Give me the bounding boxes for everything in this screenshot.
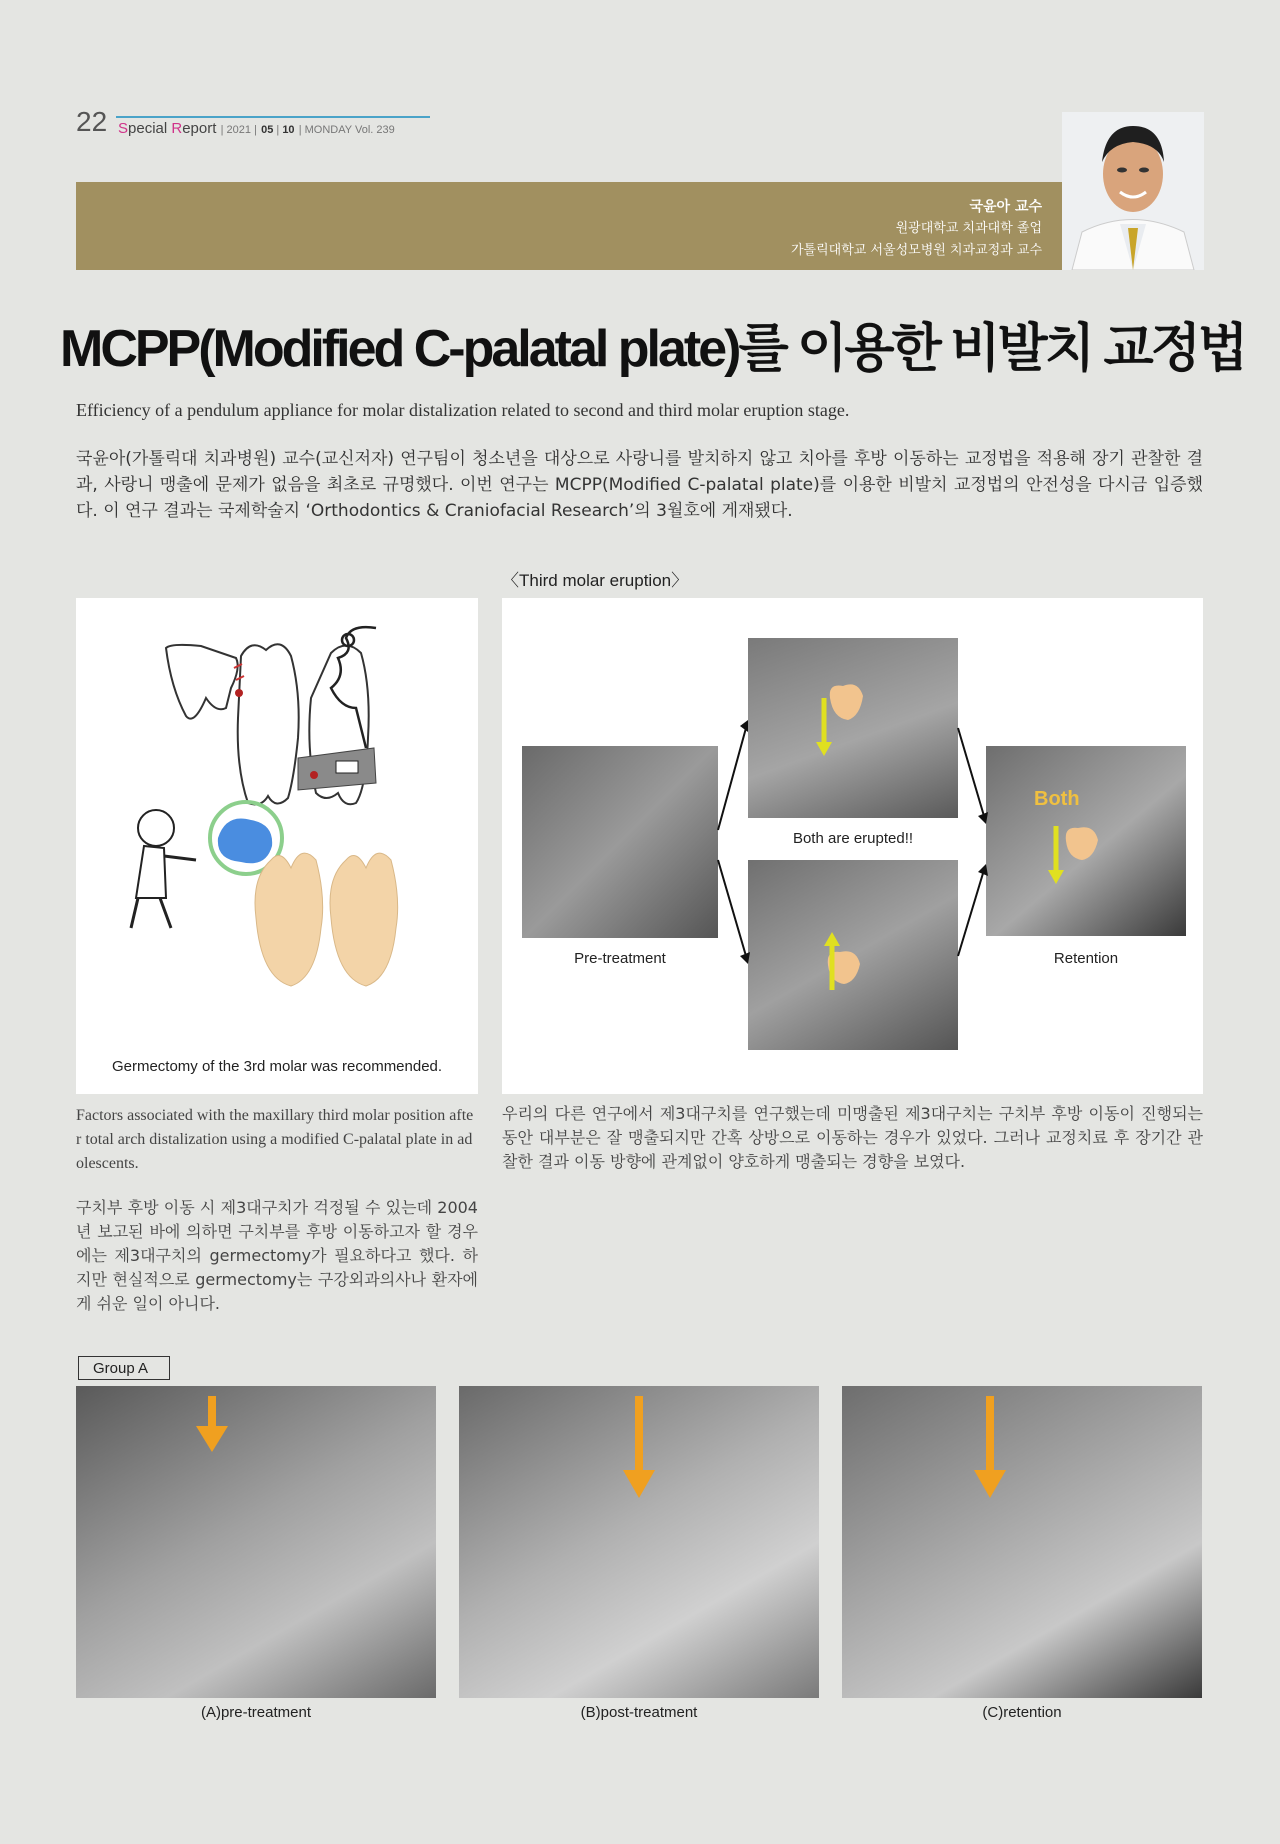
retention-label: Retention bbox=[1053, 950, 1119, 967]
xray-c bbox=[842, 1386, 1202, 1698]
pre-treatment-label: Pre-treatment bbox=[574, 950, 666, 967]
caption-c: (C)retention bbox=[982, 1704, 1062, 1721]
page-number: 22 bbox=[76, 106, 108, 137]
section-header: Special Report | 2021 | 05 | 10 | MONDAY Vol. 239 bbox=[118, 120, 395, 137]
eruption-figure bbox=[502, 598, 1203, 1094]
issue-volume: | MONDAY Vol. 239 bbox=[298, 124, 395, 136]
molar-diagram bbox=[76, 598, 478, 998]
section-letter-s: S bbox=[118, 120, 129, 137]
both-erupted-label: Both are erupted!! bbox=[792, 830, 914, 847]
issue-month: 05 bbox=[261, 124, 274, 136]
section-word-1: pecial bbox=[128, 120, 172, 137]
article-intro: 국윤아(가톨릭대 치과병원) 교수(교신저자) 연구팀이 청소년을 대상으로 사랑니를 발치하지 않고 치아를 후방 이동하는 교정법을 적용해 장기 관찰한 결과, 사랑니 맹출에 문제가 없음을 최초로 규명했다. 이번 연구는 MCPP(Modified C-palatal plate)를 이용한 비발치 교정법의 안전성을 다시금 입증했다. 이 연구 결과는 국제학술지 ‘Orthodontics & Craniofacial Research’의 3월호에 게재됐다. bbox=[76, 449, 1203, 521]
header-rule bbox=[116, 116, 430, 118]
xray-a bbox=[76, 1386, 436, 1698]
author-line-1: 원광대학교 치과대학 졸업 bbox=[895, 221, 1042, 236]
author-line-2: 가톨릭대학교 서울성모병원 치과교정과 교수 bbox=[791, 243, 1042, 258]
germectomy-figure bbox=[76, 598, 478, 1094]
body-right-korean: 우리의 다른 연구에서 제3대구치를 연구했는데 미맹출된 제3대구치는 구치부 후방 이동이 진행되는 동안 대부분은 잘 맹출되지만 간혹 상방으로 이동하는 경우가 있었다. 그러나 교정치료 후 장기간 관찰한 결과 이동 방향에 관계없이 양호하게 맹출되는 경향을 보였다. bbox=[502, 1104, 1203, 1171]
germectomy-caption: Germectomy of the 3rd molar was recommended. bbox=[111, 1058, 443, 1075]
author-name: 국윤아 교수 bbox=[969, 199, 1042, 215]
section-letter-r: R bbox=[171, 120, 183, 137]
section-word-2: eport bbox=[182, 120, 217, 137]
both-overlay: Both bbox=[1034, 788, 1080, 810]
author-band bbox=[76, 182, 1062, 270]
figure-heading: 〈Third molar eruption〉 bbox=[502, 571, 689, 590]
xray-b bbox=[459, 1386, 819, 1698]
issue-day: 10 bbox=[282, 124, 295, 136]
group-label: Group A bbox=[78, 1356, 170, 1380]
caption-b: (B)post-treatment bbox=[580, 1704, 698, 1721]
author-info bbox=[791, 196, 1042, 262]
flow-arrows bbox=[502, 598, 1203, 1094]
article-subtitle: Efficiency of a pendulum appliance for molar distalization related to second and third molar eruption stage. bbox=[76, 400, 850, 420]
body-left-english: Factors associated with the maxillary third molar position after total arch distalization using a modified C-palatal plate in adolescents. bbox=[76, 1107, 474, 1172]
body-left-korean: 구치부 후방 이동 시 제3대구치가 걱정될 수 있는데 2004년 보고된 바에 의하면 구치부를 후방 이동하고자 할 경우에는 제3대구치의 germectomy가 필요하다고 했다. 하지만 현실적으로 germectomy는 구강외과의사나 환자에게 쉬운 일이 아니다. bbox=[76, 1198, 478, 1313]
article-title: MCPP(Modified C-palatal plate)를 이용한 비발치 교정법 bbox=[60, 320, 1246, 378]
author-portrait bbox=[1062, 112, 1204, 270]
issue-year: | 2021 | bbox=[220, 124, 257, 136]
caption-a: (A)pre-treatment bbox=[200, 1704, 312, 1721]
